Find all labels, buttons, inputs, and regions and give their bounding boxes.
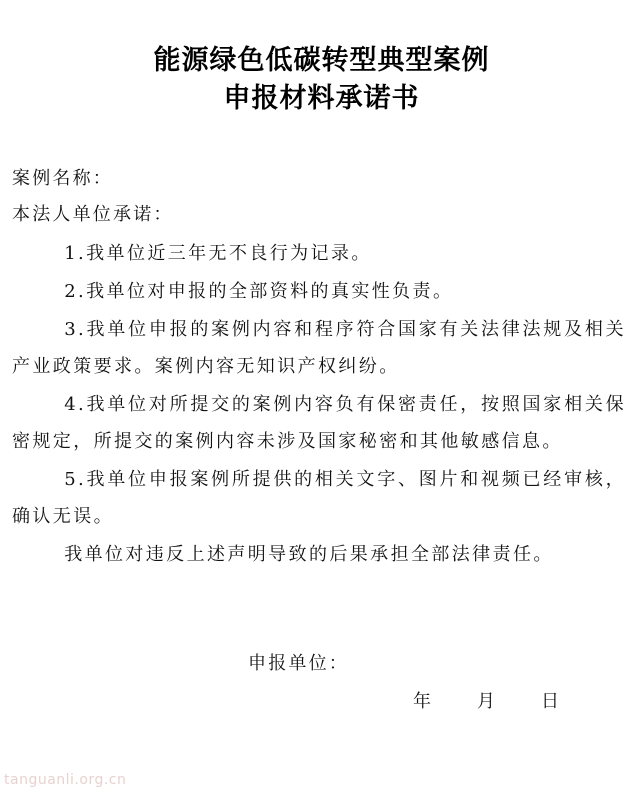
document-title-line1: 能源绿色低碳转型典型案例 (153, 45, 490, 76)
signature-label: 申报单位： (248, 653, 349, 674)
commitment-item-5: 5.我单位申报案例所提供的相关文字、图片和视频已经审核，确认无误。 (12, 469, 626, 527)
commitment-item-2: 2.我单位对申报的全部资料的真实性负责。 (64, 281, 454, 302)
closing-statement: 我单位对违反上述声明导致的后果承担全部法律责任。 (64, 544, 554, 565)
commitment-item-4: 4.我单位对所提交的案例内容负有保密责任，按照国家相关保密规定，所提交的案例内容未涉及国家秘密和其他敏感信息。 (12, 394, 626, 452)
date-year: 年 (413, 691, 431, 712)
document-title-line2: 申报材料承诺书 (223, 83, 420, 114)
commitment-item-3: 3.我单位申报的案例内容和程序符合国家有关法律法规及相关产业政策要求。案例内容无知识产权纠纷。 (12, 319, 626, 377)
watermark: tanguanli.org.cn (4, 772, 127, 788)
commitment-item-1: 1.我单位近三年无不良行为记录。 (64, 243, 372, 264)
date-month: 月 (477, 691, 495, 712)
commitment-intro: 本法人单位承诺： (12, 204, 174, 225)
date-day: 日 (541, 691, 559, 712)
case-name-label: 案例名称： (12, 168, 113, 189)
